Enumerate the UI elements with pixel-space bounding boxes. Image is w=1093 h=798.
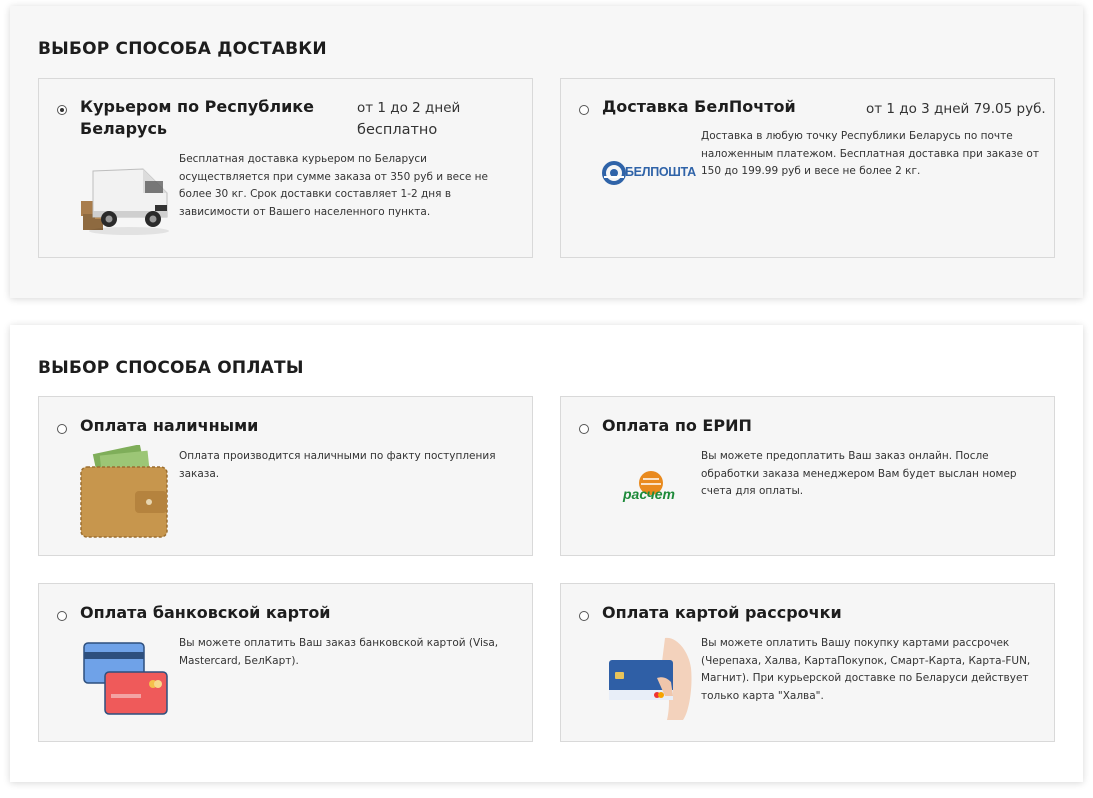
bank-card-title: Оплата банковской картой xyxy=(80,603,331,622)
erip-description: Вы можете предоплатить Ваш заказ онлайн. После обработки заказа менеджером Вам будет выслан номер счета для оплаты. xyxy=(701,450,1017,497)
cash-description: Оплата производится наличными по факту поступления заказа. xyxy=(179,450,496,480)
raschet-logo-image xyxy=(617,469,687,513)
belpost-time-price: от 1 до 3 дней 79.05 руб. xyxy=(866,101,1046,117)
raschet-logo-text: расчет xyxy=(623,486,675,502)
erip-radio[interactable] xyxy=(579,424,589,434)
courier-delivery-time: от 1 до 2 дней xyxy=(357,100,461,116)
payment-option-erip[interactable] xyxy=(560,396,1055,556)
cash-title: Оплата наличными xyxy=(80,416,259,435)
courier-radio[interactable] xyxy=(57,105,67,115)
courier-description: Бесплатная доставка курьером по Беларуси осуществляется при сумме заказа от 350 руб и весе не более 30 кг. Срок доставки составляет 1-2 дня в зависимости от Вашего населенного пункта. xyxy=(179,153,488,218)
payment-option-bank-card[interactable] xyxy=(38,583,533,742)
installment-card-title: Оплата картой рассрочки xyxy=(602,603,842,622)
bank-card-description: Вы можете оплатить Ваш заказ банковской картой (Visa, Mastercard, БелКарт). xyxy=(179,637,499,667)
payment-section-title: ВЫБОР СПОСОБА ОПЛАТЫ xyxy=(38,358,304,378)
delivery-option-belpost[interactable] xyxy=(560,78,1055,258)
installment-card-radio[interactable] xyxy=(579,611,589,621)
belpost-title: Доставка БелПочтой xyxy=(602,97,796,116)
delivery-option-courier[interactable] xyxy=(38,78,533,258)
belpost-logo-image xyxy=(601,149,696,199)
delivery-section-title: ВЫБОР СПОСОБА ДОСТАВКИ xyxy=(38,39,327,59)
belpost-logo-text: БЕЛПОШТА xyxy=(625,165,696,179)
delivery-van-image xyxy=(79,151,171,239)
delivery-method-section xyxy=(10,6,1083,298)
payment-option-cash[interactable] xyxy=(38,396,533,556)
installment-card-description: Вы можете оплатить Вашу покупку картами рассрочек (Черепаха, Халва, КартаПокупок, Смарт-Карта, Карта-FUN, Магнит). При курьерской доставке по Беларуси действует только карта "Халва". xyxy=(701,637,1031,702)
bank-card-radio[interactable] xyxy=(57,611,67,621)
wallet-image xyxy=(79,445,169,539)
bank-cards-image xyxy=(83,642,169,716)
installment-card-image xyxy=(605,632,695,722)
belpost-radio[interactable] xyxy=(579,105,589,115)
erip-title: Оплата по ЕРИП xyxy=(602,416,752,435)
courier-price: бесплатно xyxy=(357,122,438,138)
belpost-description: Доставка в любую точку Республики Беларусь по почте наложенным платежом. Бесплатная доставка при заказе от 150 до 199.99 руб и весе не более 2 кг. xyxy=(701,130,1039,177)
payment-method-section xyxy=(10,325,1083,782)
payment-option-installment-card[interactable] xyxy=(560,583,1055,742)
courier-title: Курьером по Республике Беларусь xyxy=(80,97,314,138)
cash-radio[interactable] xyxy=(57,424,67,434)
